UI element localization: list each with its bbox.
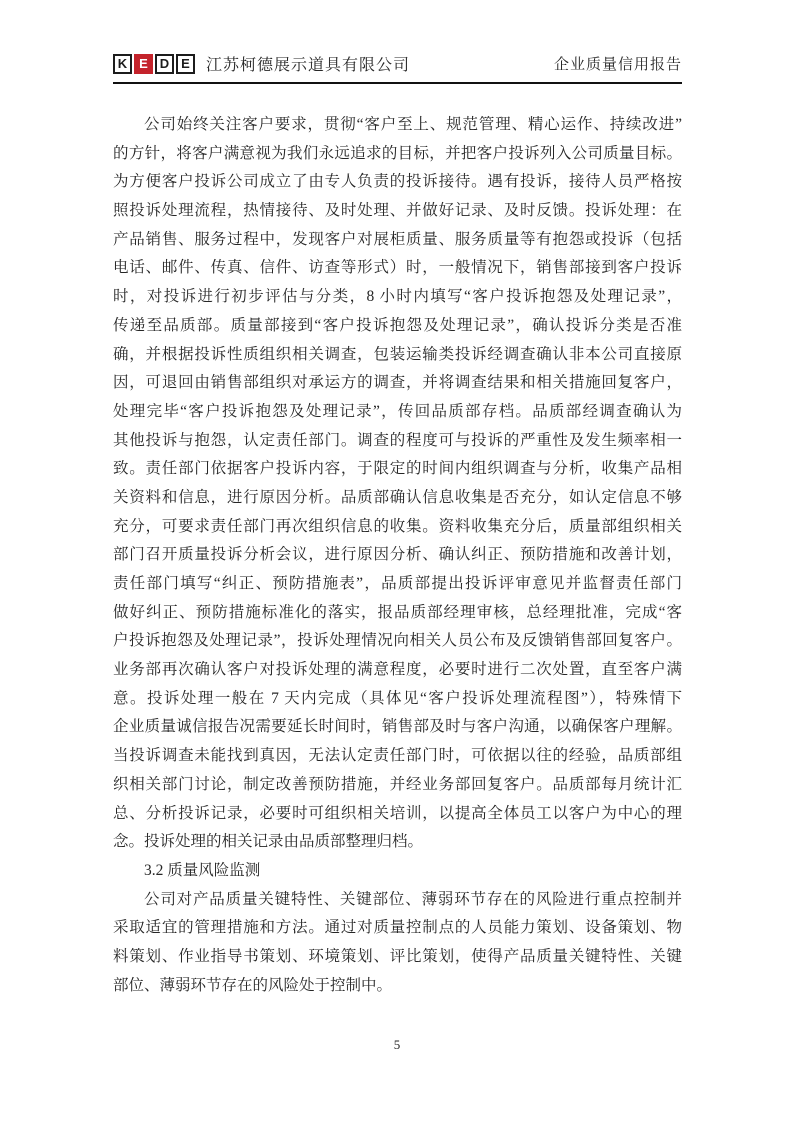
text-line: 做好纠正、预防措施标准化的落实，报品质部经理审核，总经理批准，完成“客 — [113, 603, 682, 621]
text-line: 传递至品质部。质量部接到“客户投诉抱怨及处理记录”，确认投诉分类是否准 — [113, 316, 682, 334]
text-line: 为方便客户投诉公司成立了由专人负责的投诉接待。遇有投诉，接待人员严格按 — [113, 173, 682, 191]
text-line: 部门召开质量投诉分析会议，进行原因分析、确认纠正、预防措施和改善计划， — [113, 546, 682, 564]
text-line: 公司对产品质量关键特性、关键部位、薄弱环节存在的风险进行重点控制并 — [144, 890, 682, 908]
section-heading: 3.2 质量风险监测 — [144, 861, 261, 879]
text-line: 业务部再次确认客户对投诉处理的满意程度，必要时进行二次处置，直至客户满 — [113, 661, 682, 679]
text-line: 致。责任部门依据客户投诉内容，于限定的时间内组织调查与分析，收集产品相 — [113, 460, 682, 478]
text-line: 户投诉抱怨及处理记录”，投诉处理情况向相关人员公布及反馈销售部回复客户。 — [113, 632, 682, 650]
logo-letter-k-icon: K — [113, 54, 132, 74]
company-name: 江苏柯德展示道具有限公司 — [206, 57, 411, 74]
text-line: 时，对投诉进行初步评估与分类，8 小时内填写“客户投诉抱怨及处理记录”， — [113, 288, 682, 306]
text-line: 部位、薄弱环节存在的风险处于控制中。 — [113, 976, 393, 994]
page-header — [113, 52, 682, 84]
logo-letter-e-icon: E — [176, 54, 195, 74]
text-line: 关资料和信息，进行原因分析。品质部确认信息收集是否充分，如认定信息不够 — [113, 488, 682, 506]
text-line: 企业质量诚信报告况需要延长时间时，销售部及时与客户沟通，以确保客户理解。 — [113, 718, 682, 736]
text-line: 确，并根据投诉性质组织相关调查，包装运输类投诉经调查确认非本公司直接原 — [113, 345, 682, 363]
text-line: 意。投诉处理一般在 7 天内完成（具体见“客户投诉处理流程图”），特殊情下 — [113, 689, 682, 707]
text-line: 因，可退回由销售部组织对承运方的调查，并将调查结果和相关措施回复客户， — [113, 374, 682, 392]
text-line: 当投诉调查未能找到真因，无法认定责任部门时，可依据以往的经验，品质部组 — [113, 747, 682, 765]
document-body — [113, 111, 682, 1000]
text-line: 责任部门填写“纠正、预防措施表”，品质部提出投诉评审意见并监督责任部门 — [113, 575, 682, 592]
header-left — [113, 52, 410, 75]
text-line: 处理完毕“客户投诉抱怨及处理记录”，传回品质部存档。品质部经调查确认为 — [113, 402, 682, 420]
report-title: 企业质量信用报告 — [553, 57, 682, 73]
text-line: 料策划、作业指导书策划、环境策划、评比策划，使得产品质量关键特性、关键 — [113, 947, 682, 965]
kede-logo — [113, 54, 195, 74]
text-line: 念。投诉处理的相关记录由品质部整理归档。 — [113, 833, 424, 851]
text-line: 其他投诉与抱怨，认定责任部门。调查的程度可与投诉的严重性及发生频率相一 — [113, 431, 682, 449]
text-line: 产品销售、服务过程中，发现客户对展柜质量、服务质量等有抱怨或投诉（包括 — [113, 230, 682, 248]
text-line: 公司始终关注客户要求，贯彻“客户至上、规范管理、精心运作、持续改进” — [144, 116, 682, 133]
text-line: 采取适宜的管理措施和方法。通过对质量控制点的人员能力策划、设备策划、物 — [113, 919, 682, 937]
text-line: 电话、邮件、传真、信件、访查等形式）时，一般情况下，销售部接到客户投诉 — [113, 259, 682, 277]
text-line: 的方针，将客户满意视为我们永远追求的目标，并把客户投诉列入公司质量目标。 — [113, 144, 682, 162]
page-number: 5 — [393, 1037, 401, 1052]
text-line: 织相关部门讨论，制定改善预防措施，并经业务部回复客户。品质部每月统计汇 — [113, 775, 682, 793]
text-line: 照投诉处理流程，热情接待、及时处理、并做好记录、及时反馈。投诉处理：在 — [113, 202, 682, 220]
logo-letter-e-icon: E — [134, 54, 153, 74]
text-line: 充分，可要求责任部门再次组织信息的收集。资料收集充分后，质量部组织相关 — [113, 517, 682, 535]
text-line: 总、分析投诉记录，必要时可组织相关培训，以提高全体员工以客户为中心的理 — [113, 804, 682, 822]
logo-letter-d-icon: D — [155, 54, 174, 74]
